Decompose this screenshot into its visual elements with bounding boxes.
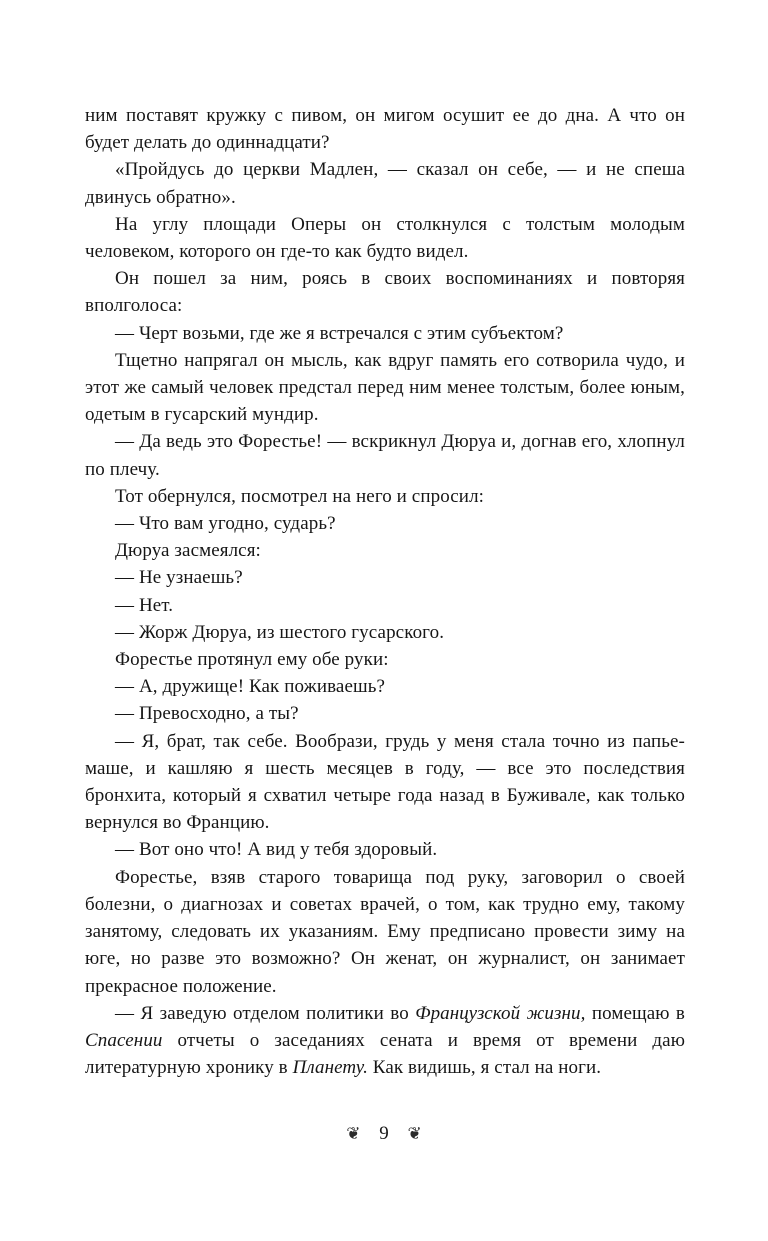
page-number: 9 xyxy=(379,1122,389,1144)
text-run: — Я заведую отделом политики во xyxy=(115,1002,416,1024)
text-run: — Превосходно, а ты? xyxy=(115,703,299,725)
text-run: — Я, брат, так себе. Вообрази, грудь у меня стала точно из папье-маше, и кашляю я шесть месяцев в году, — все это последствия бронхита, который я схватил четыре года назад в Буживале, как только вернулся во Францию. xyxy=(85,730,685,834)
paragraph xyxy=(85,700,685,727)
text-run: — Жорж Дюруа, из шестого гусарского. xyxy=(115,621,445,643)
paragraph xyxy=(85,156,685,210)
paragraph xyxy=(85,428,685,482)
paragraph xyxy=(85,864,685,1000)
text-run: Тот обернулся, посмотрел на него и спросил: xyxy=(115,485,485,507)
fleuron-right-icon: ❦ xyxy=(407,1123,422,1143)
paragraph xyxy=(85,211,685,265)
paragraph xyxy=(85,564,685,591)
paragraph xyxy=(85,510,685,537)
paragraph xyxy=(85,320,685,347)
text-run: — Нет. xyxy=(115,594,174,616)
text-run: «Пройдусь до церкви Мадлен, — сказал он себе, — и не спеша двинусь обратно». xyxy=(85,159,685,208)
publication-title: Планету. xyxy=(292,1057,368,1079)
text-run: помещаю в xyxy=(585,1002,685,1024)
paragraph xyxy=(85,836,685,863)
publication-title: Французской жизни, xyxy=(415,1002,586,1024)
text-run: Форестье, взяв старого товарища под руку, заговорил о своей болезни, о диагнозах и советах врачей, о том, как трудно ему, такому занятому, следовать их указаниям. Ему предписано провести зиму на юге, но разве это возможно? Он женат, он журналист, он занимает прекрасное положение. xyxy=(85,866,685,997)
page-footer xyxy=(0,1122,768,1145)
paragraph xyxy=(85,646,685,673)
paragraph xyxy=(85,728,685,837)
publication-title: Спасении xyxy=(85,1029,163,1051)
text-run: На углу площади Оперы он столкнулся с толстым молодым человеком, которого он где-то как будто видел. xyxy=(85,213,685,263)
text-run: Он пошел за ним, роясь в своих воспоминаниях и повторяя вполголоса: xyxy=(85,268,685,317)
text-run: ним поставят кружку с пивом, он мигом осушит ее до дна. А что он будет делать до одиннадцати? xyxy=(85,105,685,154)
text-run: — А, дружище! Как поживаешь? xyxy=(115,676,386,698)
paragraph xyxy=(85,102,685,156)
text-run: Форестье протянул ему обе руки: xyxy=(115,649,389,671)
paragraph xyxy=(85,1000,685,1082)
text-run: Тщетно напрягал он мысль, как вдруг память его сотворила чудо, и этот же самый человек предстал перед ним менее толстым, более юным, одетым в гусарский мундир. xyxy=(85,349,685,426)
text-run: — Что вам угодно, сударь? xyxy=(115,513,336,535)
text-run: — Черт возьми, где же я встречался с этим субъектом? xyxy=(115,322,564,344)
text-block xyxy=(85,102,685,1081)
paragraph xyxy=(85,537,685,564)
text-run: — Да ведь это Форестье! — вскрикнул Дюруа и, догнав его, хлопнул по плечу. xyxy=(85,431,685,480)
paragraph xyxy=(85,483,685,510)
fleuron-left-icon: ❦ xyxy=(346,1123,361,1143)
paragraph xyxy=(85,592,685,619)
paragraph xyxy=(85,347,685,429)
paragraph xyxy=(85,673,685,700)
text-run: Дюруа засмеялся: xyxy=(115,540,261,562)
paragraph xyxy=(85,619,685,646)
text-run: Как видишь, я стал на ноги. xyxy=(367,1057,602,1079)
text-run: — Не узнаешь? xyxy=(115,567,243,589)
text-run: — Вот оно что! А вид у тебя здоровый. xyxy=(115,839,438,861)
paragraph xyxy=(85,265,685,319)
text-run: отчеты о заседаниях сената и время от времени даю литературную хронику в xyxy=(85,1029,685,1079)
